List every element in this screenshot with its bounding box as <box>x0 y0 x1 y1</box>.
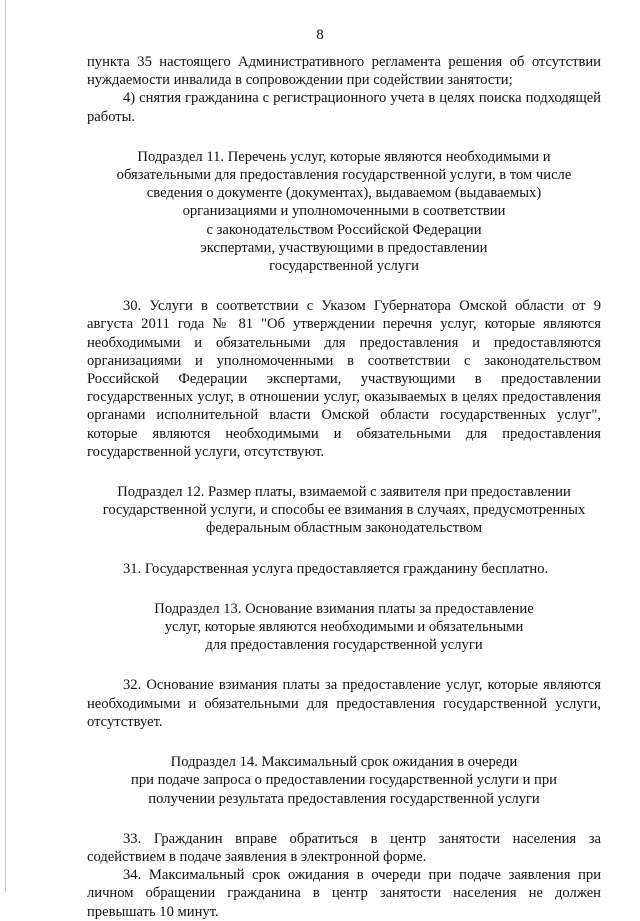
subsection-12-heading <box>87 483 601 538</box>
page-content <box>87 53 601 921</box>
heading-line: обязательными для предоставления государственной услуги, в том числе <box>116 167 572 184</box>
paragraph-continuation: пункта 35 настоящего Административного регламента решения об отсутствии нуждаемости инвалида в сопровождении при содействии занятости; <box>87 54 601 89</box>
subsection-13-heading <box>87 600 601 655</box>
paragraph-item-4: 4) снятия гражданина с регистрационного учета в целях поиска подходящей работы. <box>87 90 601 125</box>
subsection-14-heading <box>87 753 601 808</box>
paragraph-33: 33. Гражданин вправе обратиться в центр занятости населения за содействием в подаче заявления в электронной форме. <box>87 830 601 865</box>
heading-line: государственной услуги <box>269 258 419 275</box>
heading-line: при подаче запроса о предоставлении государственной услуги и при <box>131 772 557 789</box>
heading-line: сведения о документе (документах), выдаваемом (выдаваемых) <box>146 185 542 202</box>
heading-line: организациями и уполномоченными в соответствии <box>182 203 506 220</box>
heading-line: Подраздел 11. Перечень услуг, которые являются необходимыми и <box>137 148 551 165</box>
heading-line: Подраздел 13. Основание взимания платы за предоставление <box>154 600 534 617</box>
heading-line: Подраздел 12. Размер платы, взимаемой с заявителя при предоставлении <box>117 484 571 501</box>
heading-line: для предоставления государственной услуги <box>205 637 483 654</box>
paragraph-31: 31. Государственная услуга предоставляется гражданину бесплатно. <box>123 560 549 577</box>
paragraph-30: 30. Услуги в соответствии с Указом Губернатора Омской области от 9 августа 2011 года № 81 "Об утверждении перечня услуг, которые являются необходимыми и обязательными для предоставления и предоставляются организациями и уполномоченными в соответствии с законодательством Российской Федерации экспертами, участвующими в предоставлении государственных услуг, в отношении услуг, оказываемых в целях предоставления органами исполнительной власти Омской области государственных услуг", которые являются необходимыми и обязательными для предоставления государственной услуги, отсутствуют. <box>87 298 601 460</box>
heading-line: федеральным областным законодательством <box>205 520 483 537</box>
page-number: 8 <box>316 27 324 43</box>
page-left-edge <box>5 0 6 892</box>
heading-line: с законодательством Российской Федерации <box>206 221 482 238</box>
heading-line: Подраздел 14. Максимальный срок ожидания в очереди <box>170 754 518 771</box>
heading-line: экспертами, участвующими в предоставлении <box>200 239 488 256</box>
paragraph-34: 34. Максимальный срок ожидания в очереди при подаче заявления при личном обращении гражданина в центр занятости населения не должен превышать 10 минут. <box>87 867 601 920</box>
paragraph-32: 32. Основание взимания платы за предоставление услуг, которые являются необходимыми и обязательными для предоставления государственной услуги, отсутствует. <box>87 677 601 730</box>
heading-line: государственной услуги, и способы ее взимания в случаях, предусмотренных <box>102 502 586 519</box>
heading-line: получении результата предоставления государственной услуги <box>148 790 540 807</box>
subsection-11-heading <box>87 148 601 275</box>
heading-line: услуг, которые являются необходимыми и обязательными <box>164 619 524 636</box>
